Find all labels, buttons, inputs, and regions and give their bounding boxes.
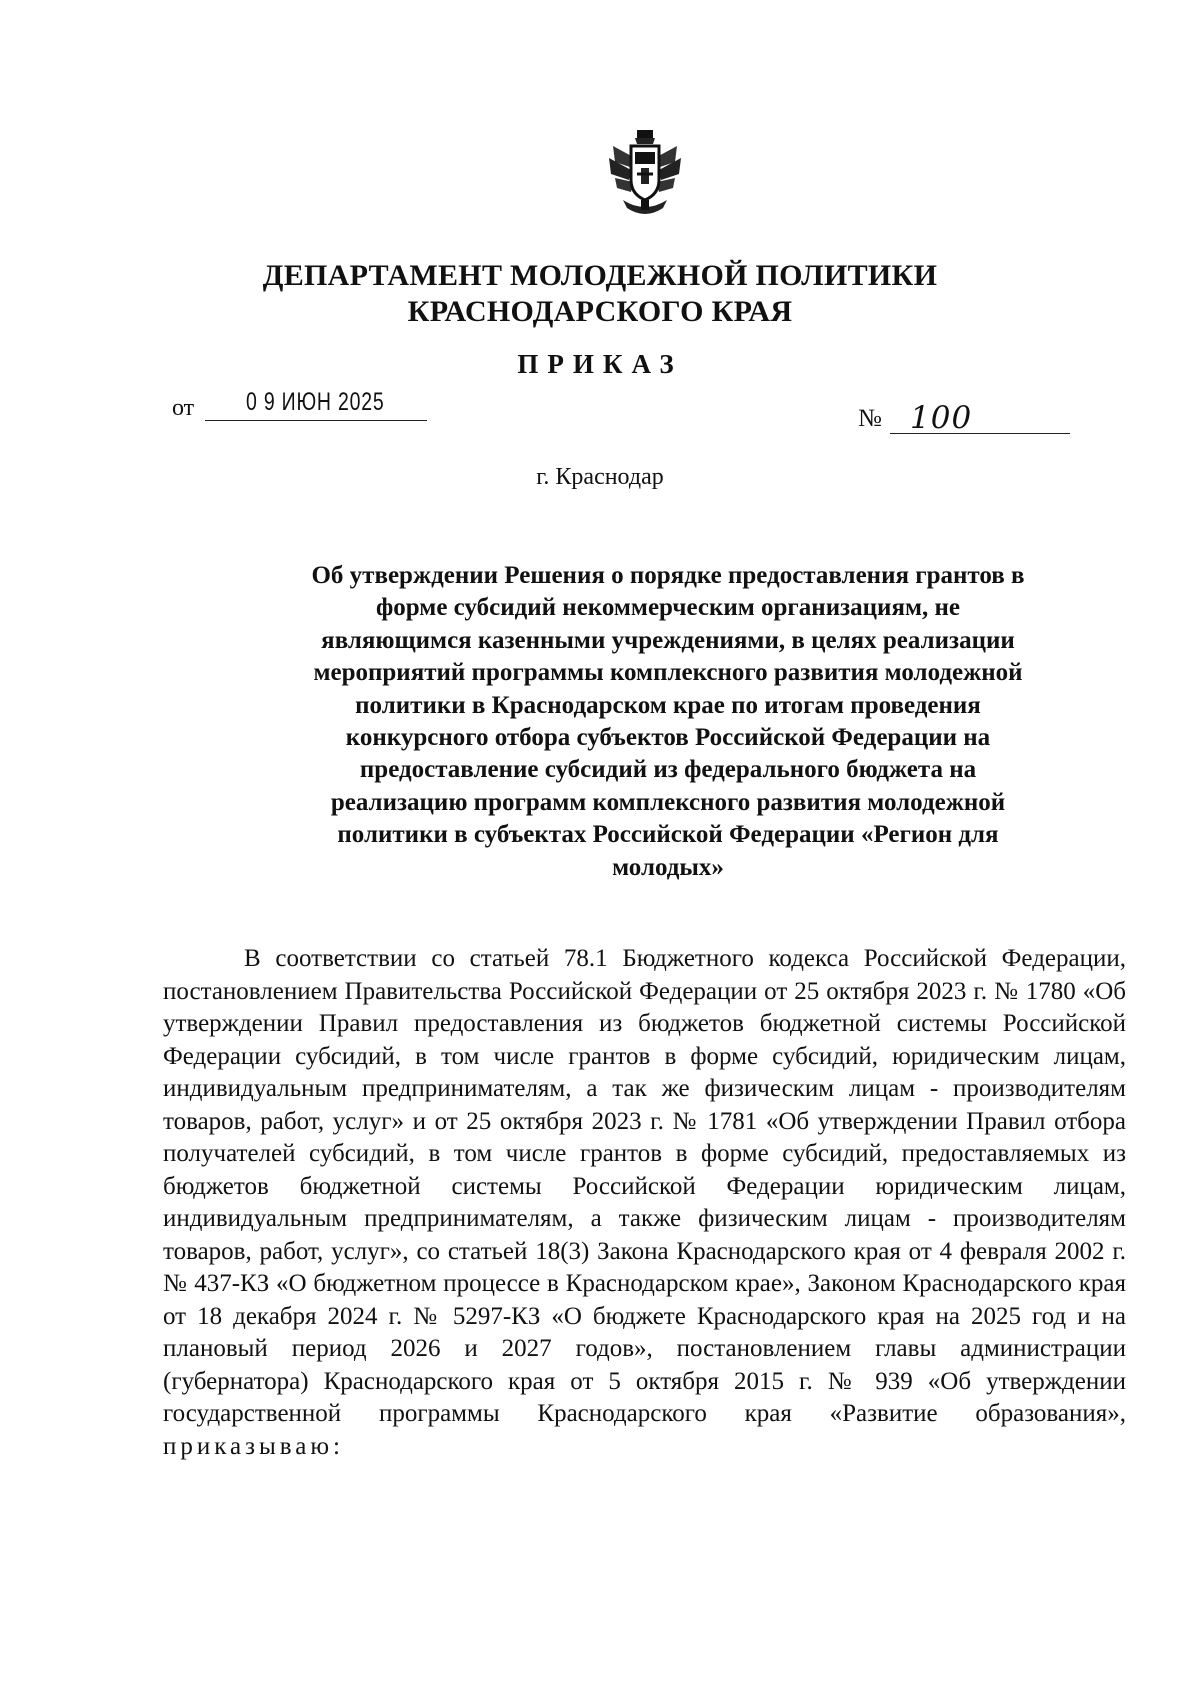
order-date: 0 9 ИЮН 2025: [246, 388, 385, 416]
city: г. Краснодар: [536, 464, 664, 490]
order-body: [163, 943, 1126, 1463]
department-name-line-2: КРАСНОДАРСКОГО КРАЯ: [407, 295, 793, 328]
order-directive-word: приказываю:: [163, 1432, 344, 1460]
date-underline: [205, 420, 427, 421]
number-label: №: [858, 405, 882, 432]
department-name-line-1: ДЕПАРТАМЕНТ МОЛОДЕЖНОЙ ПОЛИТИКИ: [262, 259, 938, 292]
order-subject: Об утверждении Решения о порядке предоставления грантов в форме субсидий некоммерческим организациям, не являющимся казенными учреждениями, в целях реализации мероприятий программы комплексного развития молодежной политики в Краснодарском крае по итогам проведения конкурсного отбора субъектов Российской Федерации на предоставление субсидий из федерального бюджета на реализацию программ комплексного развития молодежной политики в субъектах Российской Федерации «Регион для молодых»: [311, 562, 1025, 881]
order-body-text: В соответствии со статьей 78.1 Бюджетного кодекса Российской Федерации, постановлением Правительства Российской Федерации от 25 октября 2023 г. № 1780 «Об утверждении Правил предоставления из бюджетов бюджетной системы Российской Федерации субсидий, в том числе грантов в форме субсидий, юридическим лицам, индивидуальным предпринимателям, а так же физическим лицам - производителям товаров, работ, услуг» и от 25 октября 2023 г. № 1781 «Об утверждении Правил отбора получателей субсидий, в том числе грантов в форме субсидий, предоставляемых из бюджетов бюджетной системы Российской Федерации юридическим лицам, индивидуальным предпринимателям, а также физическим лицам - производителям товаров, работ, услуг», со статьей 18(3) Закона Краснодарского края от 4 февраля 2002 г. № 437-КЗ «О бюджетном процессе в Краснодарском крае», Законом Краснодарского края от 18 декабря 2024 г. № 5297-КЗ «О бюджете Краснодарского края на 2025 год и на плановый период 2026 и 2027 годов», постановлением главы администрации (губернатора) Краснодарского края от 5 октября 2015 г. № 939 «Об утверждении государственной программы Краснодарского края «Развитие образования»,: [163, 945, 1126, 1427]
date-label: от: [172, 395, 195, 421]
order-number: 100: [910, 400, 973, 436]
coat-of-arms-icon: [605, 128, 685, 220]
order-title: ПРИКАЗ: [517, 349, 683, 379]
